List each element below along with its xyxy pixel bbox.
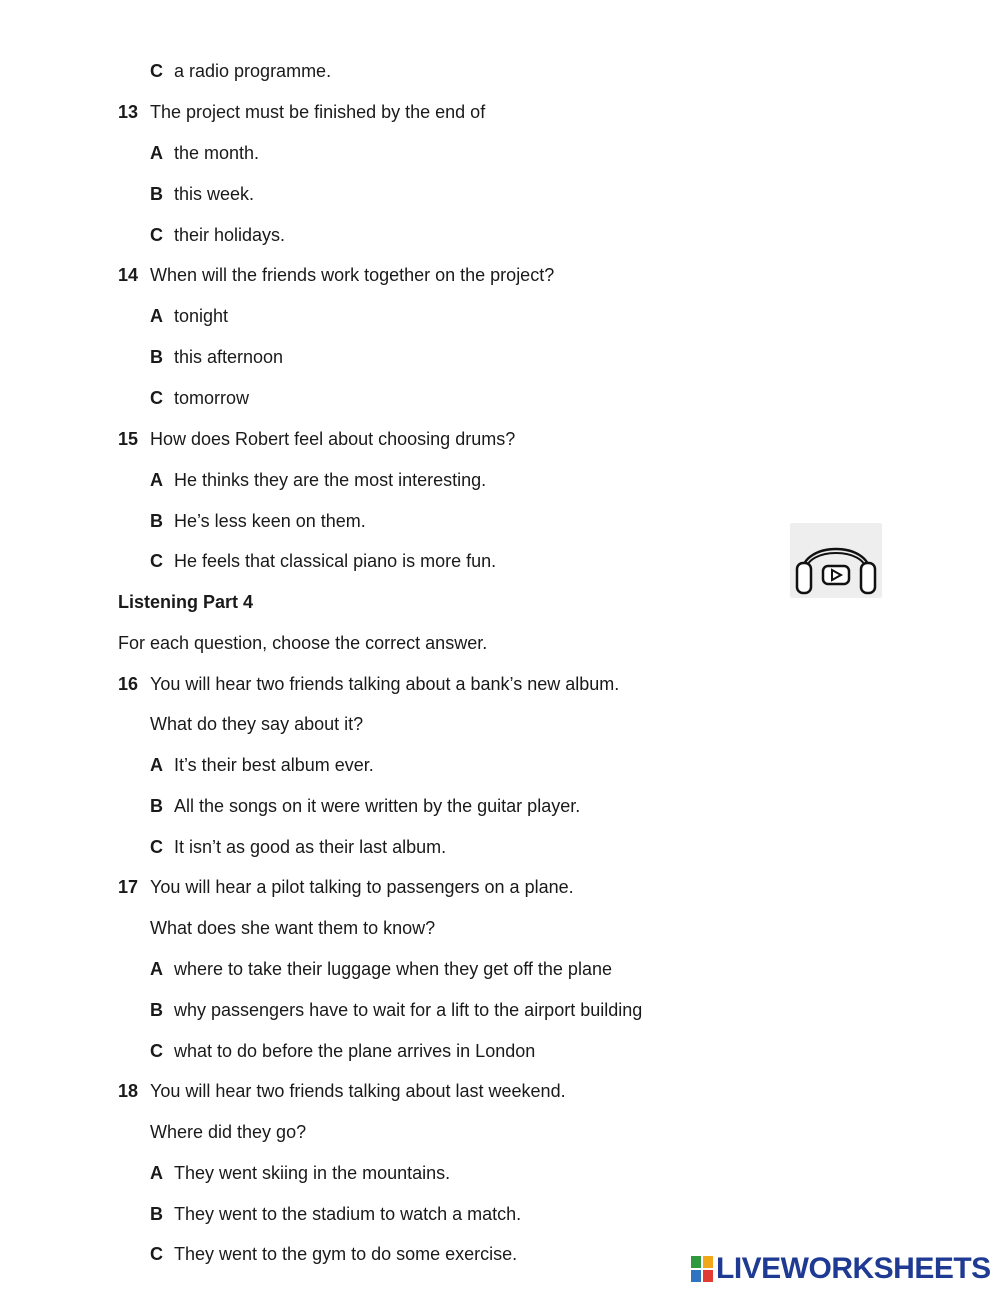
question-number: 15 (118, 429, 139, 449)
option-text: where to take their luggage when they get off the plane (174, 959, 612, 979)
option-letter: C (150, 837, 163, 857)
question-number: 18 (118, 1081, 139, 1101)
q13-option-b[interactable] (150, 183, 254, 205)
question-18 (118, 1080, 566, 1102)
question-intro: You will hear a pilot talking to passengers on a plane. (150, 877, 574, 897)
option-letter: A (150, 1163, 163, 1183)
q13-option-c[interactable] (150, 224, 285, 246)
option-text: tonight (174, 306, 229, 326)
option-text: They went skiing in the mountains. (174, 1163, 451, 1183)
section-instruction: For each question, choose the correct answer. (118, 633, 488, 653)
option-text: He’s less keen on them. (174, 511, 366, 531)
option-text: He feels that classical piano is more fun. (174, 551, 497, 571)
option-letter: C (150, 61, 163, 81)
liveworksheets-logo-icon (691, 1256, 713, 1282)
q16-question: What do they say about it? (150, 714, 364, 734)
option-text: tomorrow (174, 388, 250, 408)
q18-option-b[interactable] (150, 1203, 521, 1225)
section-heading: Listening Part 4 (118, 592, 254, 612)
option-text: what to do before the plane arrives in London (174, 1041, 536, 1061)
option-text: He thinks they are the most interesting. (174, 470, 487, 490)
question-intro: You will hear two friends talking about last weekend. (150, 1081, 566, 1101)
question-text: How does Robert feel about choosing drums? (150, 429, 516, 449)
option-text: They went to the stadium to watch a match. (174, 1204, 522, 1224)
option-text: All the songs on it were written by the guitar player. (174, 796, 581, 816)
question-text: When will the friends work together on the project? (150, 265, 555, 285)
q12-option-c[interactable] (150, 60, 331, 82)
option-letter: A (150, 959, 163, 979)
q16-option-c[interactable] (150, 836, 446, 858)
question-14 (118, 264, 554, 286)
logo-text: LIVEWORKSHEETS (716, 1252, 991, 1285)
option-letter: C (150, 551, 163, 571)
option-text: their holidays. (174, 225, 286, 245)
option-letter: B (150, 1000, 163, 1020)
option-letter: B (150, 511, 163, 531)
q17-option-c[interactable] (150, 1040, 535, 1062)
q15-option-c[interactable] (150, 550, 496, 572)
question-number: 13 (118, 102, 139, 122)
q16-option-b[interactable] (150, 795, 580, 817)
q16-option-a[interactable] (150, 754, 374, 776)
option-text: It’s their best album ever. (174, 755, 374, 775)
option-letter: B (150, 184, 163, 204)
question-13 (118, 101, 485, 123)
question-number: 14 (118, 265, 139, 285)
option-letter: A (150, 306, 163, 326)
option-text: this afternoon (174, 347, 284, 367)
option-letter: C (150, 1041, 163, 1061)
question-17 (118, 876, 574, 898)
q14-option-b[interactable] (150, 346, 283, 368)
option-letter: B (150, 1204, 163, 1224)
q15-option-a[interactable] (150, 469, 486, 491)
question-16 (118, 673, 619, 695)
question-number: 16 (118, 674, 139, 694)
option-letter: A (150, 755, 163, 775)
option-letter: A (150, 143, 163, 163)
q17-question: What does she want them to know? (150, 918, 436, 938)
option-text: They went to the gym to do some exercise. (174, 1244, 518, 1264)
option-letter: C (150, 388, 163, 408)
option-letter: B (150, 796, 163, 816)
option-text: a radio programme. (174, 61, 332, 81)
q18-option-a[interactable] (150, 1162, 450, 1184)
question-intro: You will hear two friends talking about a bank’s new album. (150, 674, 620, 694)
q17-option-b[interactable] (150, 999, 642, 1021)
option-text: this week. (174, 184, 255, 204)
q14-option-c[interactable] (150, 387, 249, 409)
option-text: why passengers have to wait for a lift to the airport building (174, 1000, 643, 1020)
option-letter: A (150, 470, 163, 490)
option-text: It isn’t as good as their last album. (174, 837, 447, 857)
q18-option-c[interactable] (150, 1243, 517, 1265)
option-letter: C (150, 225, 163, 245)
question-15 (118, 428, 515, 450)
headphones-play-icon (790, 523, 882, 598)
option-letter: C (150, 1244, 163, 1264)
q14-option-a[interactable] (150, 305, 228, 327)
q18-question: Where did they go? (150, 1122, 307, 1142)
audio-play-button[interactable] (790, 523, 882, 598)
q13-option-a[interactable] (150, 142, 259, 164)
question-text: The project must be finished by the end of (150, 102, 486, 122)
liveworksheets-logo[interactable] (691, 1254, 991, 1284)
option-text: the month. (174, 143, 260, 163)
q17-option-a[interactable] (150, 958, 612, 980)
question-number: 17 (118, 877, 139, 897)
option-letter: B (150, 347, 163, 367)
q15-option-b[interactable] (150, 510, 366, 532)
